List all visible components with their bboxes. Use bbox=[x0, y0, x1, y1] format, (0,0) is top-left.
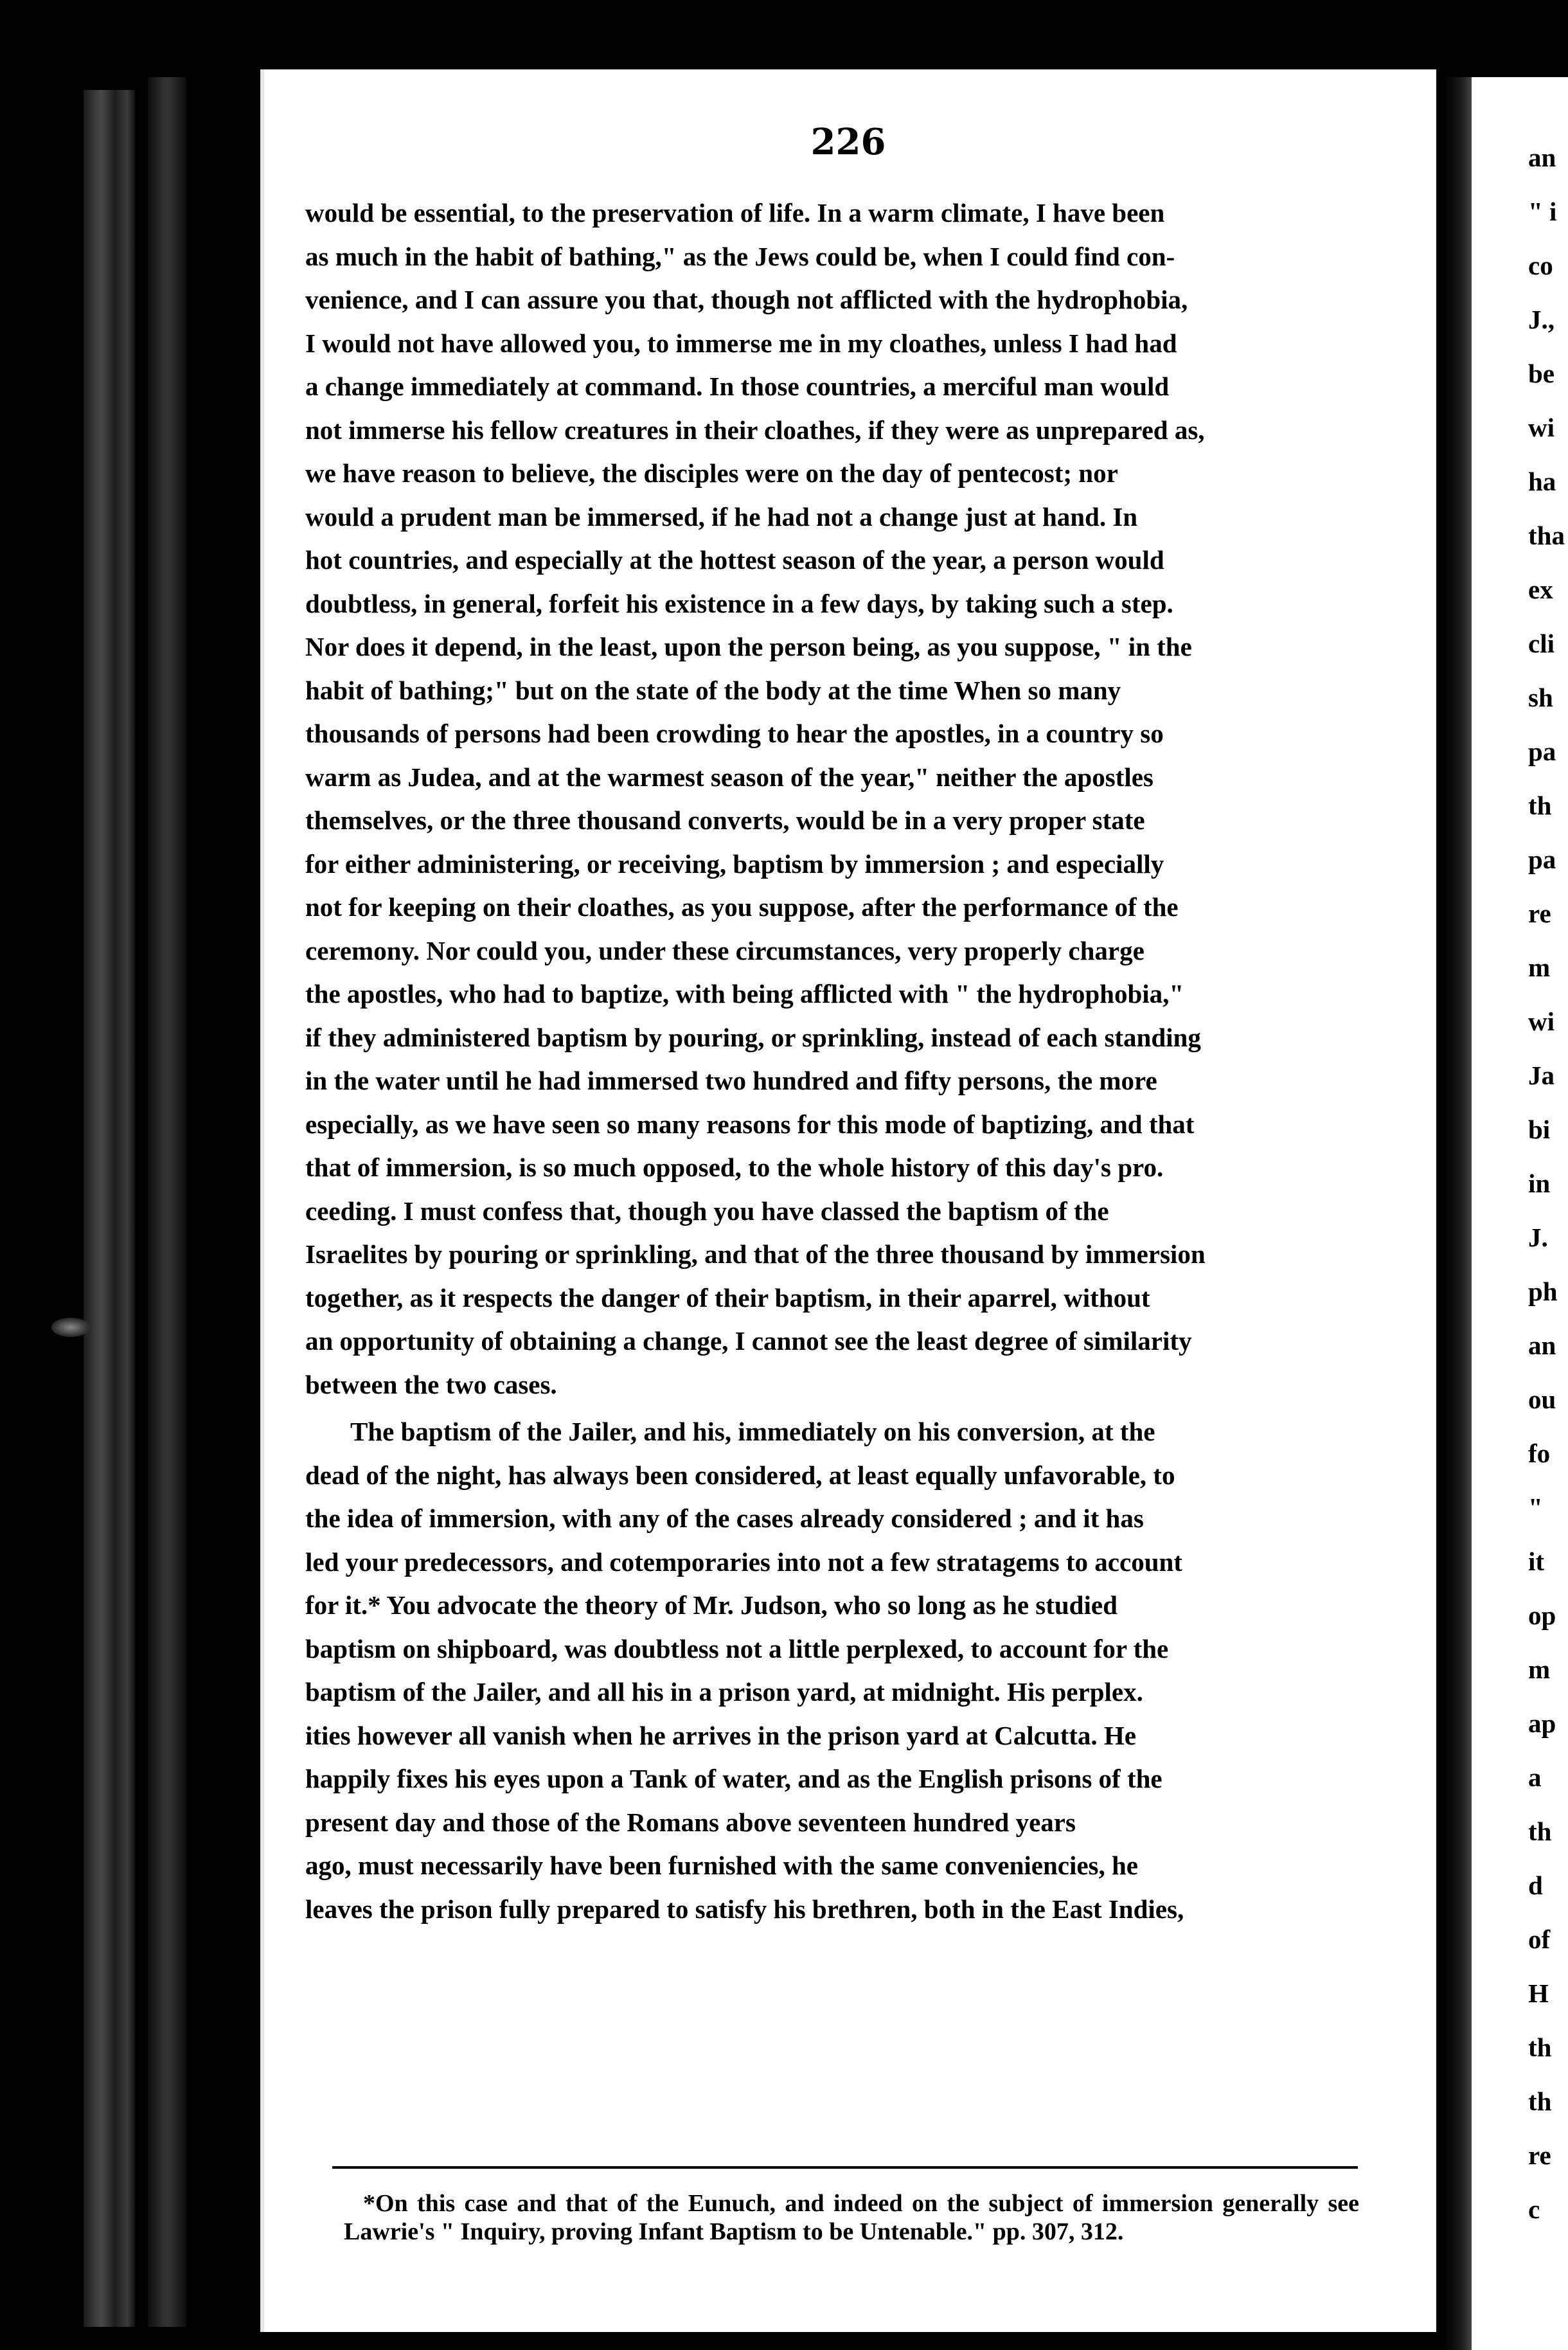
facing-page-fragment: of bbox=[1528, 1924, 1551, 1954]
facing-page-fragment: m bbox=[1528, 953, 1551, 982]
facing-page-fragment: th bbox=[1528, 2032, 1552, 2062]
text-line: The baptism of the Jailer, and his, immediately on his conversion, at the bbox=[350, 1417, 1155, 1446]
facing-page-fragment: wi bbox=[1528, 1007, 1555, 1036]
facing-page-fragment: co bbox=[1528, 251, 1553, 280]
facing-page-fragment: ha bbox=[1528, 467, 1556, 496]
text-line: present day and those of the Romans above seventeen hundred years bbox=[305, 1807, 1076, 1837]
text-line: hot countries, and especially at the hottest season of the year, a person would bbox=[305, 545, 1164, 575]
text-line: habit of bathing;" but on the state of the body at the time When so many bbox=[305, 675, 1121, 705]
text-line: Nor does it depend, in the least, upon the person being, as you suppose, " in the bbox=[305, 632, 1192, 661]
text-line: happily fixes his eyes upon a Tank of water, and as the English prisons of the bbox=[305, 1764, 1163, 1793]
facing-page-fragment: be bbox=[1528, 359, 1555, 388]
book-binding-edge bbox=[84, 90, 135, 2327]
facing-page-fragment: pa bbox=[1528, 737, 1556, 766]
facing-page-fragment: wi bbox=[1528, 413, 1555, 442]
facing-page-fragment: th bbox=[1528, 1816, 1552, 1846]
book-binding-shadow bbox=[148, 77, 186, 2327]
text-line: in the water until he had immersed two hundred and fifty persons, the more bbox=[305, 1066, 1157, 1095]
facing-page-fragment: re bbox=[1528, 2140, 1551, 2170]
text-line: ceeding. I must confess that, though you have classed the baptism of the bbox=[305, 1196, 1109, 1226]
facing-page-fragment: ph bbox=[1528, 1277, 1558, 1306]
facing-page-fragment: th bbox=[1528, 2086, 1552, 2116]
facing-page-gutter bbox=[1445, 77, 1472, 2350]
text-line: an opportunity of obtaining a change, I cannot see the least degree of similarity bbox=[305, 1326, 1192, 1356]
footnote: *On this case and that of the Eunuch, and indeed on the subject of immersion generally see Lawrie's " Inquiry, proving Infant Baptism to be Untenable." pp. 307, 312. bbox=[344, 2190, 1359, 2245]
facing-page-fragment: J., bbox=[1528, 305, 1555, 334]
text-line: would a prudent man be immersed, if he had not a change just at hand. In bbox=[305, 501, 1138, 532]
page-number: 226 bbox=[810, 121, 886, 163]
text-line: thousands of persons had been crowding to hear the apostles, in a country so bbox=[305, 719, 1164, 748]
facing-page-fragment: cli bbox=[1528, 629, 1555, 658]
facing-page-fragment: a bbox=[1528, 1762, 1542, 1792]
text-line: venience, and I can assure you that, though not afflicted with the hydrophobia, bbox=[305, 285, 1188, 314]
text-line: especially, as we have seen so many reasons for this mode of baptizing, and that bbox=[305, 1109, 1195, 1139]
facing-page-fragment: d bbox=[1528, 1870, 1543, 1900]
facing-page-fragment: m bbox=[1528, 1655, 1551, 1684]
text-line: baptism of the Jailer, and all his in a prison yard, at midnight. His perplex. bbox=[305, 1677, 1143, 1707]
page-body-text bbox=[305, 192, 1385, 1931]
facing-page-fragment: an bbox=[1528, 1331, 1556, 1360]
facing-page-fragment: pa bbox=[1528, 845, 1556, 874]
text-line: ago, must necessarily have been furnished with the same conveniencies, he bbox=[305, 1851, 1139, 1880]
facing-page-fragment: J. bbox=[1528, 1223, 1548, 1252]
facing-page-fragment: sh bbox=[1528, 683, 1553, 712]
facing-page-fragment: H bbox=[1528, 1978, 1549, 2008]
facing-page-fragment: Ja bbox=[1528, 1061, 1555, 1090]
footnote-divider bbox=[332, 2166, 1358, 2169]
facing-page-fragment: ex bbox=[1528, 575, 1553, 604]
facing-page-fragment: " i bbox=[1528, 197, 1557, 226]
text-line: ities however all vanish when he arrives in the prison yard at Calcutta. He bbox=[305, 1720, 1136, 1750]
facing-page-fragment: ap bbox=[1528, 1709, 1556, 1738]
text-line: I would not have allowed you, to immerse me in my cloathes, unless I had had bbox=[305, 328, 1177, 358]
text-line: doubtless, in general, forfeit his existence in a few days, by taking such a step. bbox=[305, 588, 1173, 618]
text-line: warm as Judea, and at the warmest season of the year," neither the apostles bbox=[305, 762, 1154, 792]
text-line: a change immediately at command. In those countries, a merciful man would bbox=[305, 372, 1170, 401]
text-line: dead of the night, has always been considered, at least equally unfavorable, to bbox=[305, 1460, 1175, 1490]
facing-page-fragment: c bbox=[1528, 2194, 1540, 2224]
facing-page-fragment: re bbox=[1528, 899, 1551, 928]
text-line: the idea of immersion, with any of the cases already considered ; and it has bbox=[305, 1503, 1144, 1533]
text-line: baptism on shipboard, was doubtless not a little perplexed, to account for the bbox=[305, 1633, 1169, 1664]
text-line: leaves the prison fully prepared to satisfy his brethren, both in the East Indies, bbox=[305, 1894, 1184, 1924]
text-line: not for keeping on their cloathes, as you suppose, after the performance of the bbox=[305, 892, 1179, 922]
text-line: led your predecessors, and cotemporaries into not a few stratagems to account bbox=[305, 1547, 1182, 1577]
text-line: between the two cases. bbox=[305, 1369, 557, 1399]
text-line: themselves, or the three thousand converts, would be in a very proper state bbox=[305, 805, 1145, 835]
text-line: for either administering, or receiving, baptism by immersion ; and especially bbox=[305, 848, 1164, 879]
text-line: ceremony. Nor could you, under these circumstances, very properly charge bbox=[305, 935, 1145, 965]
facing-page-fragment: an bbox=[1528, 143, 1556, 172]
scan-smudge bbox=[51, 1318, 90, 1337]
text-line: for it.* You advocate the theory of Mr. Judson, who so long as he studied bbox=[305, 1590, 1118, 1620]
text-line: the apostles, who had to baptize, with being afflicted with " the hydrophobia," bbox=[305, 979, 1184, 1009]
facing-page-edge bbox=[1472, 77, 1568, 2350]
text-line: that of immersion, is so much opposed, to the whole history of this day's pro. bbox=[305, 1153, 1164, 1182]
text-line: not immerse his fellow creatures in their cloathes, if they were as unprepared as, bbox=[305, 415, 1205, 445]
text-line: together, as it respects the danger of their baptism, in their aparrel, without bbox=[305, 1282, 1150, 1313]
text-line: Israelites by pouring or sprinkling, and that of the three thousand by immersion bbox=[305, 1239, 1206, 1269]
facing-page-fragment: in bbox=[1528, 1169, 1551, 1198]
paragraph-continued bbox=[305, 192, 1385, 1406]
paragraph-jailer bbox=[305, 1410, 1385, 1931]
facing-page-fragment: th bbox=[1528, 791, 1552, 820]
facing-page-fragment: it bbox=[1528, 1547, 1545, 1576]
facing-page-fragment: ou bbox=[1528, 1385, 1556, 1414]
facing-page-fragment: bi bbox=[1528, 1115, 1551, 1144]
facing-page-fragment: op bbox=[1528, 1601, 1556, 1630]
text-line: as much in the habit of bathing," as the Jews could be, when I could find con- bbox=[305, 241, 1175, 271]
facing-page-fragment: " bbox=[1528, 1493, 1543, 1522]
book-page bbox=[260, 69, 1436, 2332]
text-line: if they administered baptism by pouring, or sprinkling, instead of each standing bbox=[305, 1022, 1201, 1052]
text-line: we have reason to believe, the disciples were on the day of pentecost; nor bbox=[305, 458, 1118, 488]
facing-page-fragment: tha bbox=[1528, 521, 1565, 550]
text-line: would be essential, to the preservation of life. In a warm climate, I have been bbox=[305, 198, 1165, 228]
facing-page-fragment: fo bbox=[1528, 1439, 1551, 1468]
